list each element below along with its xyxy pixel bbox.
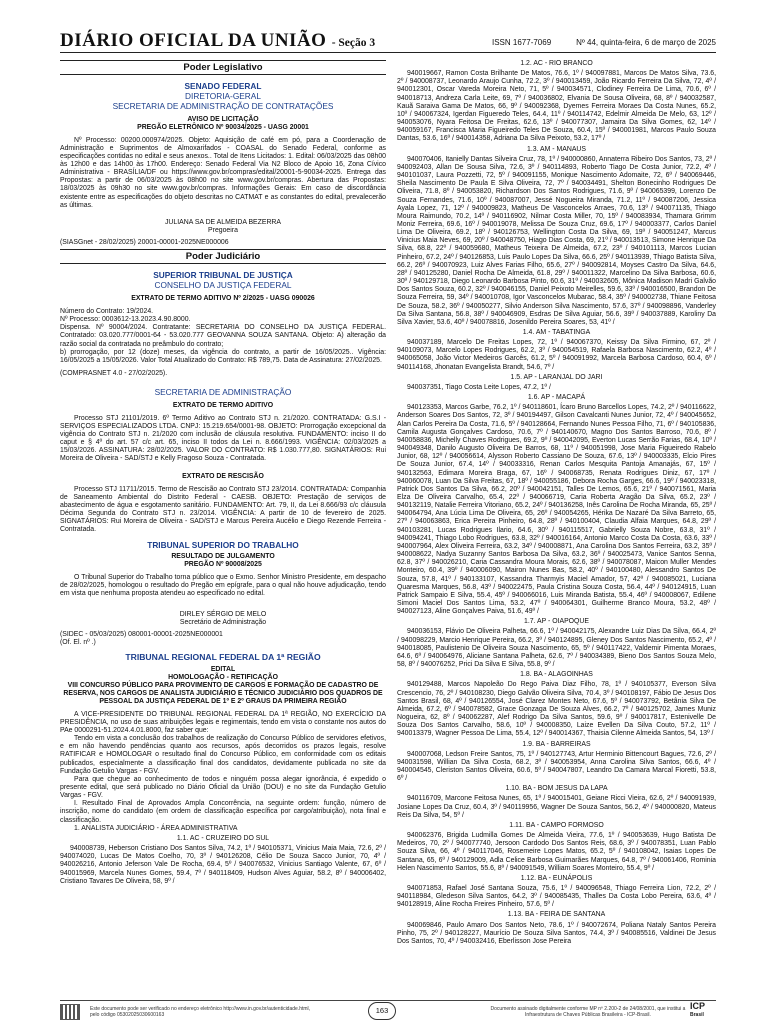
act-title: EXTRATO DE TERMO ADITIVO Nº 2/2025 - UASG 090026 xyxy=(131,294,315,302)
org-stj: SUPERIOR TRIBUNAL DE JUSTIÇA xyxy=(153,270,293,281)
concurso-title: VIII CONCURSO PÚBLICO PARA PROVIMENTO DE CARGOS E FORMAÇÃO DE CADASTRO DE RESERVA, NOS CARGOS DE ANALISTA JUDICIÁRIO E TÉCNICO JUDICIÁRIO DOS QUADROS DE PESSOAL DA JUSTIÇA FEDERAL DE 1º E 2º GRAUS DA PRIMEIRA REGIÃO xyxy=(63,681,383,705)
page-number: 163 xyxy=(368,1002,396,1020)
act-reference: (SIASGnet - 28/02/2025) 20001-00001-2025NE000006 xyxy=(60,239,229,247)
act-body: O Tribunal Superior do Trabalho torna público que o Exmo. Senhor Ministro Presidente, em despacho de 28/02/2025, homologou o resultado do Pregão em epígrafe, para o qual não houve adjudicação, tendo em vista que nenhuma proposta atendeu ao especificado no edital. xyxy=(60,573,386,597)
footer-signature-text: Documento assinado digitalmente conforme MP nº 2.200-2 de 24/08/2001, que institui a Infraestrutura de Chaves Públicas Brasileira - ICP-Brasil. xyxy=(490,1006,686,1018)
act-body: Processo STJ 11711/2015. Termo de Rescisão ao Contrato STJ 23/2014. CONTRATADA: Companhia de Saneamento Ambiental do Distrito Federal - CAESB. OBJETO: Prestação de serviços de abastecimento de água e esgotamento sanitário. FUNDAMENTO: Art. 79, II, da Lei 8.666/93 c/c cláusula Décima Segunda do Contrato STJ n. 23/2014. VIGÊNCIA: A partir de 10 de fevereiro de 2025. SIGNATÁRIOS: Rui Moreira de Oliveira - SAD/STJ e Marcus Pereira Aucélio e Diego Rezende Ferreira - Contratada. xyxy=(60,485,386,534)
act-subtitle: HOMOLOGAÇÃO - RETIFICAÇÃO xyxy=(168,673,278,681)
act-title: RESULTADO DE JULGAMENTO xyxy=(171,552,275,560)
act-title: EXTRATO DE RESCISÃO xyxy=(182,472,264,480)
locality-heading: 1.9. BA - BARREIRAS xyxy=(522,740,591,748)
locality-heading: 1.3. AM - MANAUS xyxy=(527,145,586,153)
results-list: 940070406, Itanielly Dantas Silveira Cruz, 78, 1º / 940000860, Annaterra Ribeiro Dos Santos, 73, 2º / 940092403, Allan De Sousa Silva, 72.6, 3º / 940114893, Roberto Tiago De Costa Junior, 72.2, 4º / 940101037, Laura Pozzetti, 72, 5º / 940091155, Monique Nascimento Adomaite, 72, 6º / 940069446, Sheila Nascimento De Paula E Silva Oliveira, 72, 7º / 940034491, Shelton Bonecinho Rodrigues De Oliveira, 71.8, 8º / 940053820, Richardson Dos Santos Rodrigues, 71.6, 9º / 940065399, Lorenzo De Souza Fernandes, 71.6, 10º / 940087007, Jessé Nogueira Miranda, 71.2, 11º / 940087206, Jessica Ayala Lopez, 71, 12º / 940009823, Matheus De Vasconcelos Arraes, 70.6, 13º / 940071135, Thiago Moura Raimundo, 70.2, 14º / 940116902, Nilmar Costa Miller, 70, 15º / 940083934, Thamara Grimm Moniz Ferreira, 69.6, 16º / 940019078, Melissa De Souza Cruz, 69.6, 17º / 940003377, Carlos Daniel Lima De Oliveira, 69.2, 18º / 940126753, Wellington Costa Da Silva, 69, 19º / 940051247, Marcus Vinicius Maia Neves, 69, 20º / 940048750, Hiago Dias Costa, 69, 21º / 940013513, Simone Henrique Da Silva, 68.8, 22º / 940059680, Matheus Teixeira De Almeida, 67.2, 23º / 940101113, Marcos Lucian Pinheiro, 67.2, 24º / 940126853, Luis Paulo Lopes Da Silva, 66.6, 25º / 940113939, Thiago Batista Silva, 66.2, 26º / 940070923, Luiz Alves Farias Filho, 65.6, 27º / 940092814, Moyses Castro Da Silva, 64.6, 28º / 940125280, Daniel Rocha De Almeida, 61.8, 29º / 940011322, Marcelino Da Silva Barbosa, 60.6, 30º / 940129718, Diego Leonardo Barbosa Pinto, 60.6, 31º / 940032605, Mônica Madison Madri Galvão Dos Santos Souza, 60.2, 32º / 940046155, Daniel Peixoto Meirelles, 59.6, 33º / 940016500, Brandon De Souza Ferreira, 59, 34º / 940010708, Igor Vasconcelos Mubarac, 58.4, 35º / 940002738, Thiane Feitosa De Souza, 58.2, 36º / 940050277, Silvio Anderson Silva Nascimento, 57.6, 37º / 940098896, Vanderley Da Silva Santana, 56.8, 38º / 940046909, Esdras De Silva Aguiar, 56.6, 39º / 940037889, Karoliny Da Silva Xavier, 53.6, 40º / 940078816, Josenildo Pereira Soares, 53, 41º / xyxy=(397,155,716,326)
results-list: 940069846, Paulo Amaro Dos Santos Neto, 78.6, 1º / 940072674, Poliana Nataly Santos Pereira Pinho, 75, 2º / 940128227, Maurício De Souza Silva Santos, 74.4, 3º / 940085516, Valdinei De Jesus Dos Santos, 70, 4º / 940032416, Eberlisson Jose Pereira xyxy=(397,921,716,945)
act-body: Número do Contrato: 19/2024. Nº Processo: 0003612-13.2023.4.90.8000. Dispensa. Nº 90004/2024. Contratante: SECRETARIA DO CONSELHO DA JUSTIÇA FEDERAL. Contratado: 03.020.777/0001-64 - 53.020.777 GEOVANNA SOUZA SANTANA. Objeto: A) alteração da razão social da contratada no preâmbulo do contrato; b) prorrogação, por 12 (doze) meses, da vigência do contrato, a partir de 16/05/2025.. Vigência: 16/05/2025 a 15/05/2026. Valor Total Atualizado do Contrato: R$ 789,75. Data de Assinatura: 27/02/2025. xyxy=(60,307,386,364)
locality-heading: 1.7. AP - OIAPOQUE xyxy=(524,618,589,626)
icp-logo-text: ICP xyxy=(690,1001,706,1011)
results-list: 940037189, Marcelo De Freitas Lopes, 72, 1º / 940067370, Keissy Da Silva Firmino, 67, 2º / 940109073, Marcelo Lopes Rodrigues, 62.2, 3º / 940054519, Rafaela Barbosa Nascimento, 62.2, 4º / 940065058, João Victor Medeiros Garcês, 61.2, 5º / 940091992, Marcela Barbosa Cardoso, 60.4, 6º / 940114168, Jhonatan Evangelista Brandt, 54.6, 7º / xyxy=(397,339,716,371)
locality-heading: 1.12. BA - EUNÁPOLIS xyxy=(520,874,593,882)
results-list: 940062376, Brigida Ludmilla Gomes De Almeida Vieira, 77.6, 1º / 940053639, Hugo Batista De Medeiros, 70, 2º / 940077740, Jersoon Cardodo Dos Santos Reis, 68.6, 3º / 940078351, Luan Pablo Souza Silva, 66, 4º / 940117046, Rosemeire Lopes Matos, 65.2, 5º / 940108042, Isaias Lopes De Santana, 65, 6º / 940129009, Adla Celice Barbosa Guimarães Marques, 64.8, 7º / 940061406, Rominia Helen Nascimento Santos, 55.6, 8º / 940091549, William Soares Monteiro, 55.4, 9º / xyxy=(397,832,716,872)
results-list: 940008739, Heberson Cristiano Dos Santos Silva, 74.2, 1º / 940105371, Vinicius Maia Maia, 72.6, 2º / 940074020, Lucas De Matos Coelho, 70, 3º / 940126208, Célio De Souza Sacco Junior, 70, 4º / 940026216, Antonio Jeferson Vale De Rocha, 69.4, 5º / 940076532, Vinicius Santiago Valente, 67, 6º / 940015969, Marcela Nunes Gomes, 59.4, 7º / 940118409, Hudson Alves Aguiar, 58.2, 8º / 940006402, Cristiano Tavares De Oliveira, 58, 9º / xyxy=(60,845,386,885)
act-title: EDITAL xyxy=(210,665,236,673)
results-list: 940037351, Tiago Costa Leite Lopes, 47.2, 1º / xyxy=(407,383,551,391)
icp-brasil-logo xyxy=(690,1002,716,1020)
act-body: Para que chegue ao conhecimento de todos e ninguém possa alegar ignorância, é expedido o presente edital, que será publicado no Diário Oficial da União (DOU) e no site da Fundação Getulio Vargas - FGV. xyxy=(60,775,386,800)
results-list: 940019667, Ramon Costa Brilhante De Matos, 76.6, 1º / 940097881, Marcos De Matos Silva, 73.6, 2º / 940008737, Leonardo Araujo Cunha, 72.2, 3º / 940013459, João Ricardo Ferreira Da Silva, 72, 4º / 940012301, Oscar Vareda Moreira Neto, 71, 5º / 940034571, Clodiney Ferreira De Lima, 70.6, 6º / 940018713, Andreza Carla Leite, 69, 7º / 940036802, Elvania De Sousa Oliveira, 68, 8º / 940032587, Kauã Saraiva Gama De Matos, 66, 9º / 940092368, Dyemes Ferreira Moraes Da Costa Nunes, 65.2, 10º / 940067324, Igerdan Figueredo Teles, 64.4, 11º / 940114742, Edelmir Almeida De Melo, 63, 12º / 940053076, Nyara Feitosa De Freitas, 62.6, 13º / 940077307, Jamaira Da Silva Gomes, 62, 14º / 940059167, Francisca Maria Figueiredo Teles De Souza, 60.4, 15º / 940001981, Marcos Paulo Souza Dantas, 53.6, 16º / 940014358, Adriana Da Silva Peixoto, 53.2, 17º / xyxy=(397,70,716,143)
act-subtitle: PREGÃO ELETRÔNICO Nº 90034/2025 - UASG 20001 xyxy=(137,123,309,131)
signer-role: Secretário de Administração xyxy=(179,619,267,627)
results-list: 940036153, Flávio De Oliveira Palheta, 66.6, 1º / 940042175, Alexandre Luiz Dias Da Silva, 66.4, 2º / 940098229, Marcio Henrique Pereira, 66.2, 3º / 940124895, Gleney Dos Santos Nascimento, 65.2, 4º / 940018085, Paulistenio De Oliveira Souza Nascimento, 65, 5º / 940117422, Valdemir Pimenta Moraes, 64.6, 6º / 940064976, Aliciane Santana Palheta, 62.6, 7º / 940034389, Bieno Dos Santos Souza Melo, 58, 8º / 940076252, Prici Da Silva E Silva, 55.8, 9º / xyxy=(397,628,716,669)
icp-logo-subtext: Brasil xyxy=(690,1012,704,1018)
qr-code-icon xyxy=(60,1004,80,1020)
results-list: 940116709, Marcone Feitosa Nunes, 65, 1º / 940015401, Geiane Ricci Vieira, 62.6, 2º / 940091939, Josiane Lopes Da Cruz, 60.4, 3º / 940119956, Wagner De Souza Santos, 56.2, 4º / 940000820, Mateus Reis Da Silva, 54, 5º / xyxy=(397,795,716,819)
org-senado: SENADO FEDERAL xyxy=(184,81,262,91)
journal-name: DIÁRIO OFICIAL DA UNIÃO xyxy=(60,30,327,51)
locality-heading: 1.13. BA - FEIRA DE SANTANA xyxy=(507,911,606,919)
results-list: 940129488, Marcos Napoleão Do Rego Paiva Diaz Filho, 78, 1º / 940105377, Everson Silva Crescencio, 76, 2º / 940108230, Diego Galvão Oliveira Silva, 70.4, 3º / 940108197, Fábio De Jesus Dos Santos Brasil, 68, 4º / 940126554, José Clarez Montes Neto, 67.6, 5º / 940073792, Betânia Silva De Almeida, 67.2, 6º / 940078582, Grace Gonzaga De Souza Alves, 66.2, 7º / 940125702, James Muniz Nogueira, 62, 8º / 940062287, Alef Rodrigo Da Silva Santos, 59.6, 9º / 940017817, Estenivelle De Souza Dos Santos Carvalho, 58.6, 10º / 940008350, Laize Evellen Da Silva Couto, 57.2, 11º / 940013379, Wagner Pessoa De Lima, 55.4, 12º / 940014367, Thaisia Cilenne Almeida Santos, 54, 13º / xyxy=(397,681,716,738)
locality-heading: 1.8. BA - ALAGOINHAS xyxy=(520,671,593,679)
locality-heading: 1.11. BA - CAMPO FORMOSO xyxy=(509,821,604,829)
locality-heading: 1.10. BA - BOM JESUS DA LAPA xyxy=(505,785,608,793)
act-body: A VICE-PRESIDENTE DO TRIBUNAL REGIONAL FEDERAL DA 1ª REGIÃO, NO EXERCÍCIO DA PRESIDÊNCIA, no uso de suas atribuições legais e regimentais, tendo em vista o constante nos autos do PAe 0000291-51.2024.4.01.8000, faz saber que: xyxy=(60,710,386,734)
act-body: Processo STJ 21101/2019. 6º Termo Aditivo ao Contrato STJ n. 21/2020. CONTRATADA: G.S.I - SERVIÇOS ESPECIALIZADOS LTDA. CNPJ: 15.219.654/0001-98. OBJETO: Prorrogação excepcional da vigência do Contrato STJ n. 21/2020 com inclusão de cláusula resolutiva. FUNDAMENTO: inciso II do caput e § 4º do art. 57 c/c art. 65, inciso II todos da Lei n. 8.666/1993. VIGÊNCIA: 02/03/2025 a 15/03/2026. ASSINATURA: 28/02/2025. VALOR DO CONTRATO: R$ 1.030.777,80. SIGNATÁRIOS: Rui Moreira de Oliveira - SAD/STJ e Kelly Fragoso Souza - Contratada. xyxy=(60,414,386,463)
signer-name: JULIANA SA DE ALMEIDA BEZERRA xyxy=(164,218,282,226)
results-list: 940071853, Rafael José Santana Souza, 75.6, 1º / 940096548, Thiago Ferreira Lion, 72.2, 2º / 940118984, Gledeson Silva Santos, 64.2, 3º / 940085435, Thalles Da Costa Lobo Pereira, 63.6, 4º / 940128919, Aline Rocha Freires Pinheiro, 57.6, 5º / xyxy=(397,885,716,909)
page-header xyxy=(60,30,716,53)
locality-heading: 1.4. AM - TABATINGA xyxy=(522,329,591,336)
act-subtitle: PREGÃO Nº 90008/2025 xyxy=(184,560,262,568)
act-body: I. Resultado Final de Aprovados Ampla Concorrência, na seguinte ordem: função, número de inscrição, nome do candidato (em ordem de classificação específica por cargo/atribuição), nota final e classificação. xyxy=(60,800,386,824)
act-reference: (SIDEC - 05/03/2025) 080001-00001-2025NE000001 (Of. El. nº .) xyxy=(60,631,223,647)
act-reference: (COMPRASNET 4.0 - 27/02/2025). xyxy=(60,369,168,377)
signer-name: DIRLEY SÉRGIO DE MELO xyxy=(179,610,267,618)
journal-title xyxy=(60,30,375,52)
area-heading: 1. ANALISTA JUDICIÁRIO - ÁREA ADMINISTRATIVA xyxy=(74,824,238,832)
footer-verification-text: Este documento pode ser verificado no endereço eletrônico http://www.in.gov.br/autenticidade.html, pelo código 05302025030600163 xyxy=(90,1006,311,1018)
left-column xyxy=(60,58,386,993)
org-secretaria-administracao: SECRETARIA DE ADMINISTRAÇÃO xyxy=(154,387,292,398)
results-list: 940007068, Ledson Freire Santos, 75, 1º / 940127743, Artur Herminio Bittencourt Bagues, 72.6, 2º / 940031598, Willian Da Silva Costa, 68.2, 3º / 940053954, Anna Carolina Silva Santos, 66.6, 4º / 940004545, Cleriston Santos Oliveira, 60.6, 5º / 940047807, Leandro Da Camara Marcal Fioretti, 53.8, 6º / xyxy=(397,750,716,783)
act-title: EXTRATO DE TERMO ADITIVO xyxy=(172,401,274,409)
act-body: Tendo em vista a conclusão dos trabalhos de realização do Concurso Público de servidores efetivos, e em não havendo pendências quanto aos recursos, após decorridos os prazos legais, resolve RATIFICAR e HOMOLOGAR o resultado final do Concurso Público, em conformidade com os editais publicados, especialmente a classificação final dos candidatos, devidamente publicada no site da Fundação Getulio Vargas - FGV. xyxy=(60,735,386,775)
org-diretoria: DIRETORIA-GERAL xyxy=(185,91,261,101)
act-body: Nº Processo: 00200.000974/2025. Objeto: Aquisição de café em pó, para a Coordenação de Administração e Suprimentos de Almoxarifados - COASAL do Senado Federal, conforme as especificações contidas no edital e seus anexos.. Total de Itens Licitados: 1. Edital: 06/03/2025 das 08h00 às 12h00 e das 14h00 às 17h00. Endereço: Senado Federal Via N2 Bloco de Apoio 16, Zona Cívico Administrativa - BRASÍLIA/DF ou https://www.gov.br/compras/edital/20001-5-90034-2025. Entrega das Propostas: a partir de 06/03/2025 às 08h00 no site www.gov.br/compras. Abertura das Propostas: 18/03/2025 às 09h30 no site www.gov.br/compras. Informações Gerais: Em caso de discordância existente entre as especificações do objeto descritas no CATMAT e as constantes do edital, prevalecerão as últimas. xyxy=(60,136,386,209)
signer-role: Pregoeira xyxy=(208,227,238,235)
results-list: 940123353, Marcos Garbe, 76.2, 1º / 940118601, Ícaro Bruno Barcellos Lopes, 74.2, 2º / 940116622, Anderson Soares Dos Santos, 72, 3º / 940194497, Gilson Cavalcanti Nunes Junior, 72, 4º / 940045652, Alan Carlos Pereira Da Costa, 71.6, 5º / 940128664, Fernando Nunes Pessoa Filho, 71, 6º / 940105836, Camila Augusta Gonçalves Cardoso, 70.6, 7º / 940140670, Magno Dos Santos Barroso, 70.6, 8º / 940058836, Michelly Chaves Rodrigues, 69.2, 9º / 940042095, Everton Lucas Serrão Farias, 68.4, 10º / 940049348, Danilo Augusto Oliveira De Barros, 68, 11º / 940051998, Jose Maria Figueiredo Rabelo Junior, 68, 12º / 940056614, Alysson Roberto Cassiano De Souza, 67.6, 13º / 940003335, Elcio Pires De Souza Junior, 67.4, 14º / 940033316, Renan Carlos Mesquita Pantoja Amanajás, 67, 15º / 940132563, Edimara Moreira Braga, 67, 16º / 940068735, Renata Rodrigues Diniz, 67, 17º / 940060078, Luan Da Silva Freitas, 67, 18º / 940055186, Debora Rocha Garges, 66.6, 19º / 940023318, Patrick Dos Santos Da Silva, 66.2, 20º / 940042151, Talles De Lemos, 65.6, 21º / 940071561, Maria Elza De Oliveira Carvalho, 65.4, 22º / 940066719, Caria Roberta Aragão Da Silva, 65.2, 23º / 940132119, Natalie Ferreira Vitoriano, 65.2, 24º / 940136258, Inês Carolina De Rocha Miranda, 65, 25º / 940064794, Ana Lúcia Lima De Oliveira, 65, 26º / 940054265, Hérika De Nazaré Da Silva Barreto, 65, 27º / 940063863, Erica Pereira Pinheiro, 64.8, 28º / 940100404, Claudia Alfaia Marques, 64.8, 29º / 940103281, Lucas Rodrigues Ilario, 64.6, 30º / 940115517, Gabrielly Souza Nobre, 63.8, 31º / 940094241, Thiago Lobo Rodrigues, 63.8, 32º / 940016164, Antonio Marco Costa Da Costa, 63.6, 33º / 940007964, Alex Oliveira Ferreira, 63.2, 34º / 940008871, Ana Carolina Dos Santos Ferreira, 63.2, 35º / 940008622, Nadya Suzanny Santos Barbosa Da Silva, 63.2, 36º / 940025473, Vanice Santos Senna, 62.8, 37º / 940026210, Caria Cassandra Moura Morais, 62.6, 38º / 940078087, Maicon Muller Mendes Monteiro, 60.4, 39º / 940006090, Mairon Nunes Bas, 58.2, 40º / 940100480, Alessandro Santos De Souza, 57.8, 41º / 940133107, Kassandra Tharmyis Maciel Amador, 57, 42º / 940085021, Luciana Quaresma Marques, 56.8, 43º / 940022475, Paula Cristina Souza Costa, 56.4, 44º / 940124915, Luan Patrick Sampaio E Silva, 55.4, 45º / 940066016, Luis Miranda Batista, 55.4, 46º / 940008067, Edilene Simoni Maciel Dos Santos Lima, 53.2, 47º / 940064301, Guilherme Branco Moura, 53.2, 48º / 940027123, Aline Gonçalves Paiva, 51.6, 49º / xyxy=(397,404,716,616)
org-trf1: TRIBUNAL REGIONAL FEDERAL DA 1ª REGIÃO xyxy=(125,651,321,662)
signature xyxy=(60,219,386,235)
section-heading-legislativo: Poder Legislativo xyxy=(60,60,386,75)
issn: ISSN 1677-7069 xyxy=(492,38,552,47)
edition-date: Nº 44, quinta-feira, 6 de março de 2025 xyxy=(576,38,716,47)
locality-heading: 1.2. AC - RIO BRANCO xyxy=(520,60,593,67)
org-tst: TRIBUNAL SUPERIOR DO TRABALHO xyxy=(147,539,299,550)
signature xyxy=(60,611,386,627)
locality-heading: 1.5. AP - LARANJAL DO JARI xyxy=(510,373,603,381)
section-heading-judiciario: Poder Judiciário xyxy=(60,249,386,264)
journal-section: - Seção 3 xyxy=(331,37,376,49)
locality-heading: 1.1. AC - CRUZEIRO DO SUL xyxy=(176,834,270,842)
act-title: AVISO DE LICITAÇÃO xyxy=(187,115,259,123)
right-column xyxy=(397,58,716,993)
org-secretaria: SECRETARIA DE ADMINISTRAÇÃO DE CONTRATAÇÕES xyxy=(112,101,334,111)
locality-heading: 1.6. AP - MACAPÁ xyxy=(527,394,586,402)
org-cjf: CONSELHO DA JUSTIÇA FEDERAL xyxy=(154,280,292,291)
